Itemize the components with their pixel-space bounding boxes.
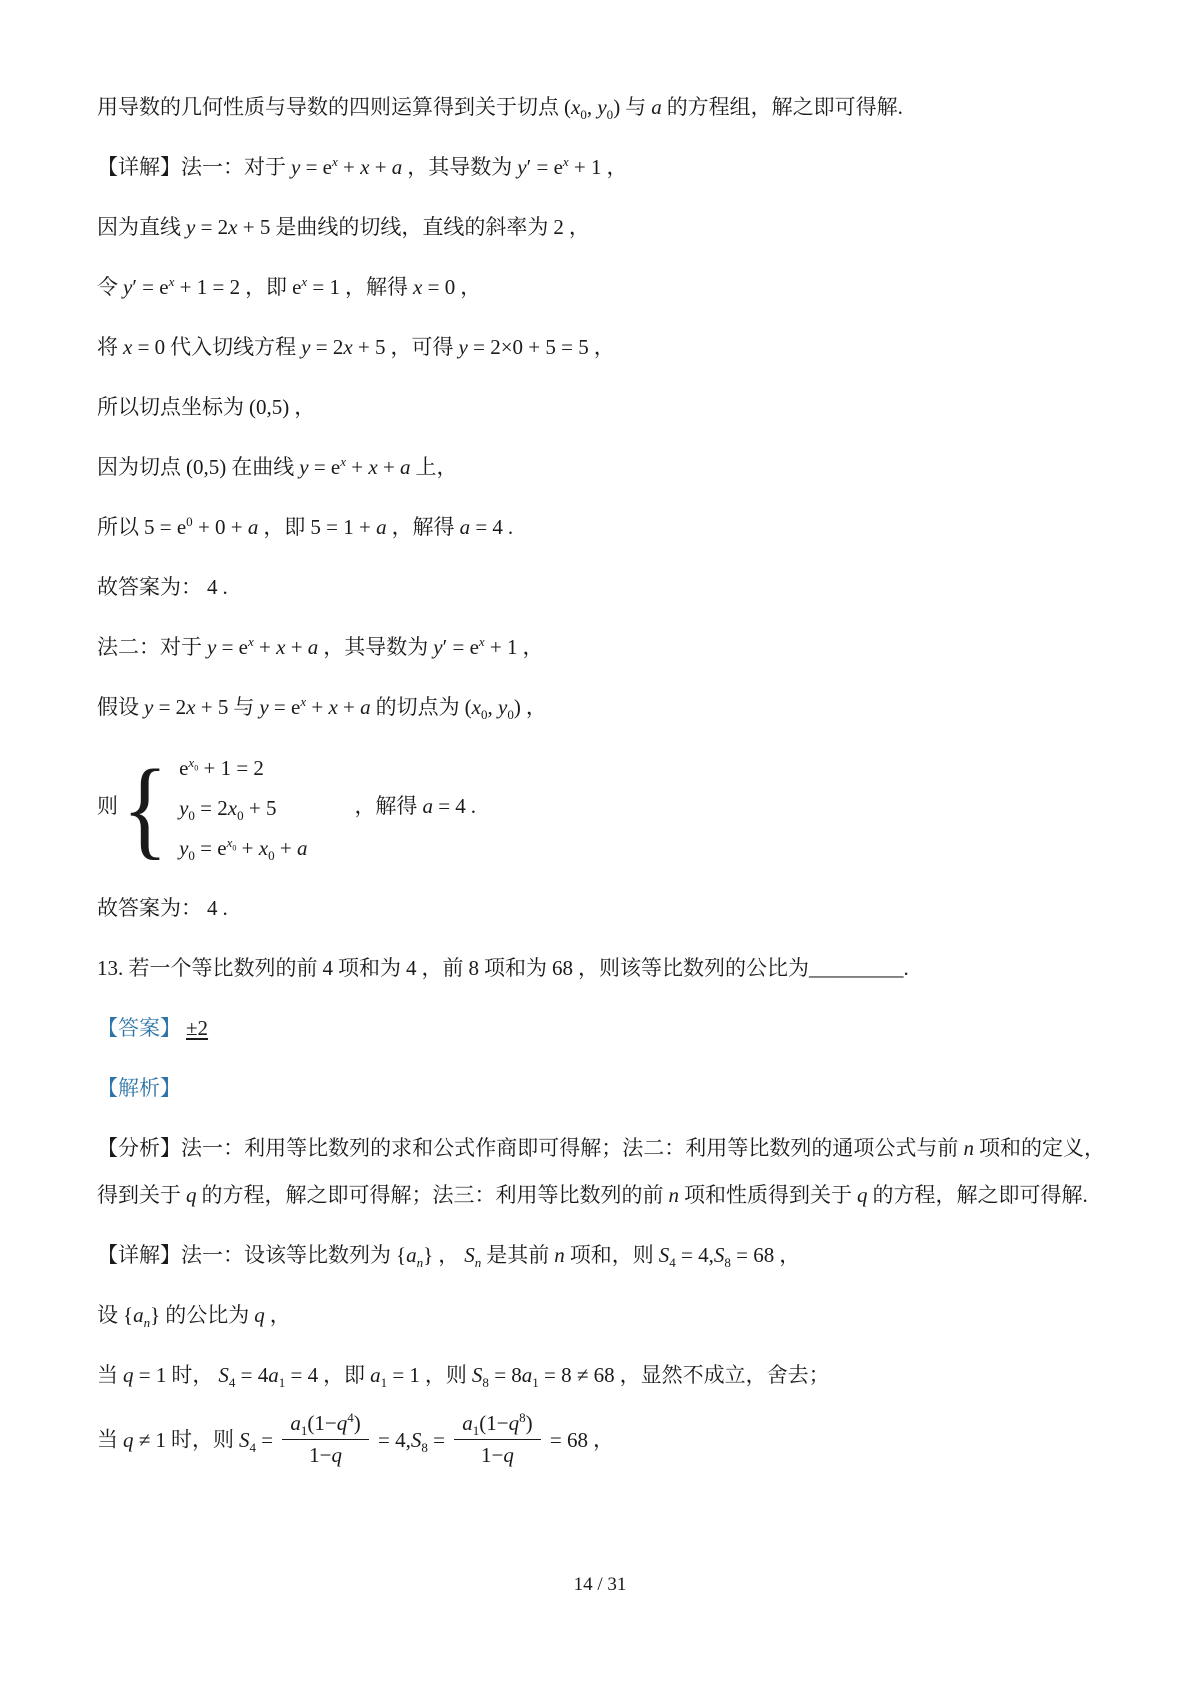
text-run: 所以: [97, 515, 139, 539]
paragraph: [97, 264, 1105, 311]
math-formula: ($x_0$, $y_0$): [464, 695, 521, 723]
fraction: $\frac{a_1(1-q^4)}{1-q}$: [282, 1409, 368, 1469]
math-formula: 8: [468, 956, 479, 980]
math-formula: y = 2×0 + 5 = 5: [458, 335, 589, 359]
math-formula: $y' = e^x + 1$: [517, 154, 602, 179]
text-run: ，: [525, 695, 547, 719]
text-run: ，: [568, 215, 590, 239]
text-run: ，可得: [390, 335, 454, 359]
text-run: ，: [522, 635, 544, 659]
math-formula: $S_8 = 8a_1 = 8 \ne 68$: [471, 1363, 615, 1391]
math-formula: $S_4$ = $\frac{a_1(1-q^4)}{1-q}$ = $4,S_8$ = $\frac{a_1(1-q^8)}{1-q}$ = 68: [239, 1410, 588, 1468]
text-run: 的公比为: [165, 1303, 250, 1327]
paragraph: [97, 384, 1105, 431]
text-run: 因为直线: [97, 215, 181, 239]
math-formula: $y' = e^x + 1 = 2$: [123, 274, 241, 299]
text-run: 当: [97, 1363, 118, 1387]
text-run: ，则该等比数列的公比为: [578, 956, 809, 980]
text-run: .: [903, 956, 909, 980]
math-formula: a = 4: [459, 515, 503, 539]
paragraph: [97, 144, 1105, 191]
math-formula: q ≠ 1: [123, 1427, 167, 1452]
paragraph: [97, 1065, 1105, 1112]
equation-row: $y_0 = 2x_0 + 5$: [179, 796, 277, 824]
text-run: .: [470, 793, 477, 818]
text-run: 故答案为：: [97, 896, 202, 920]
text-run: 用导数的几何性质与导数的四则运算得到关于切点: [97, 95, 559, 119]
fraction: $\frac{a_1(1-q^8)}{1-q}$: [454, 1409, 540, 1469]
math-formula: (0,5): [186, 455, 227, 479]
text-run: ，: [269, 1303, 291, 1327]
math-formula: (0,5): [249, 395, 290, 419]
math-formula: n: [554, 1243, 565, 1267]
paragraph: [97, 84, 1105, 131]
text-run: ，其导数为: [407, 155, 513, 179]
text-run: 时，: [171, 1363, 214, 1387]
math-formula: $y = e^x + x + a$: [291, 154, 403, 179]
math-formula: q = 1: [123, 1363, 167, 1387]
text-run: 的方程，解之即可得解.: [872, 1183, 1088, 1207]
page-number: 14 / 31: [573, 1574, 627, 1595]
text-run: 项和性质得到关于: [684, 1183, 852, 1207]
text-run: 【分析】法一：利用等比数列的求和公式作商即可得解；法二：利用等比数列的通项公式与前: [97, 1136, 959, 1160]
text-run: 设: [97, 1303, 118, 1327]
math-formula: a: [651, 95, 662, 119]
math-formula: $\{a_n\}$: [396, 1243, 434, 1271]
text-run: 上，: [415, 455, 458, 479]
text-run: ，其导数为: [323, 635, 429, 659]
text-run: ，: [294, 395, 316, 419]
text-run: 项和，则: [569, 1243, 654, 1267]
text-run: 因为切点: [97, 455, 181, 479]
text-run: .: [222, 575, 228, 599]
text-run: ，解得: [354, 793, 418, 818]
text-run: 是其前: [486, 1243, 550, 1267]
paragraph: [97, 204, 1105, 251]
text-run: ，显然不成立，舍去；: [619, 1363, 830, 1387]
text-run: 当: [97, 1427, 118, 1452]
text-run: 法二：对于: [97, 635, 202, 659]
math-formula: n: [668, 1183, 679, 1207]
math-formula: 4: [406, 956, 417, 980]
text-run: 的方程组，解之即可得解.: [666, 95, 903, 119]
equation-row: $e^{x_0} + 1 = 2$: [179, 755, 264, 780]
fill-in-blank: _________: [809, 956, 904, 980]
text-run: .: [507, 515, 514, 539]
text-run: ，: [592, 1427, 614, 1452]
math-formula: 2: [553, 215, 564, 239]
math-formula: $S_4 = 4,S_8 = 68$: [658, 1243, 775, 1271]
paragraph: [97, 744, 1105, 872]
math-formula: $\{a_n\}$: [123, 1303, 161, 1331]
math-formula: y = 2x + 5: [301, 335, 386, 359]
paragraph: [97, 1292, 1105, 1339]
text-run: ，: [460, 275, 482, 299]
paragraph: [97, 1412, 1105, 1472]
text-run: 13. 若一个等比数列的前: [97, 956, 318, 980]
text-run: ，前: [421, 956, 464, 980]
text-run: ，: [438, 1243, 460, 1267]
math-formula: a = 4: [422, 793, 466, 818]
math-formula: 4: [207, 575, 218, 599]
text-run: ，即: [245, 275, 288, 299]
text-run: 的切点为: [375, 695, 460, 719]
paragraph: [97, 684, 1105, 731]
text-run: 项和的定义，得到关于: [97, 1136, 1106, 1207]
text-run: 在曲线: [231, 455, 295, 479]
equation-system: [122, 745, 312, 869]
math-formula: $S_4 = 4a_1 = 4$: [218, 1363, 319, 1391]
answer-label: 【解析】: [97, 1076, 181, 1100]
math-formula: 4: [207, 896, 218, 920]
math-formula: x = 0: [413, 275, 456, 299]
text-run: ，解得: [345, 275, 409, 299]
math-formula: $S_n$: [464, 1243, 482, 1271]
left-brace-glyph: {: [122, 745, 169, 869]
math-formula: y = 2x + 5: [144, 695, 229, 719]
text-run: 与: [625, 95, 647, 119]
paragraph: [97, 504, 1105, 551]
text-run: 【详解】法一：设该等比数列为: [97, 1243, 391, 1267]
text-run: 令: [97, 275, 118, 299]
text-run: ，解得: [391, 515, 455, 539]
paragraph: [97, 1352, 1105, 1399]
text-run: ，即: [323, 1363, 366, 1387]
paragraph: [97, 945, 1105, 992]
paragraph: [97, 444, 1105, 491]
text-run: 是曲线的切线，直线的斜率为: [275, 215, 549, 239]
text-run: 的方程，解之即可得解；法三：利用等比数列的前: [201, 1183, 664, 1207]
text-run: 将: [97, 335, 118, 359]
paragraph: [97, 885, 1105, 932]
math-formula: q: [857, 1183, 868, 1207]
math-formula: n: [963, 1136, 974, 1160]
math-formula: $e^x = 1$: [292, 274, 341, 299]
text-run: ，: [593, 335, 615, 359]
math-formula: ±2: [186, 1016, 209, 1040]
math-formula: y = 2x + 5: [186, 215, 271, 239]
paragraph: [97, 624, 1105, 671]
math-formula: 5 = 1 + a: [310, 515, 387, 539]
text-run: 代入切线方程: [170, 335, 297, 359]
math-formula: q: [186, 1183, 197, 1207]
math-formula: $a_1 = 1$: [370, 1363, 420, 1391]
math-formula: $y = e^x + x + a$: [299, 454, 411, 479]
paragraph: [97, 1005, 1105, 1052]
math-formula: q: [254, 1303, 265, 1327]
text-run: ，: [779, 1243, 801, 1267]
text-run: ，即: [263, 515, 306, 539]
math-formula: $y' = e^x + 1$: [433, 634, 518, 659]
paragraph: [97, 1125, 1105, 1219]
math-formula: x = 0: [123, 335, 166, 359]
paragraph: [97, 1232, 1105, 1279]
text-run: 则: [97, 793, 118, 818]
text-run: 项和为: [338, 956, 401, 980]
answer-label: 【答案】: [97, 1016, 181, 1040]
text-run: 【详解】法一：对于: [97, 155, 286, 179]
text-run: ，: [606, 155, 628, 179]
document-content: [97, 84, 1105, 1485]
text-run: 与: [233, 695, 255, 719]
text-run: 假设: [97, 695, 139, 719]
math-formula: ($x_0$, $y_0$): [564, 95, 621, 123]
equation-row: $y_0 = e^{x_0} + x_0 + a$: [179, 835, 308, 864]
paragraph: [97, 324, 1105, 371]
text-run: 时，则: [171, 1427, 235, 1452]
math-formula: 68: [552, 956, 573, 980]
math-formula: $y = e^x + x + a$: [259, 694, 371, 719]
math-formula: 4: [322, 956, 333, 980]
text-run: 所以切点坐标为: [97, 395, 244, 419]
math-formula: $y = e^x + x + a$: [207, 634, 319, 659]
paragraph: [97, 564, 1105, 611]
text-run: 项和为: [484, 956, 547, 980]
math-formula: $5 = e^0 + 0 + a$: [144, 514, 259, 539]
text-run: 故答案为：: [97, 575, 202, 599]
text-run: ，则: [424, 1363, 467, 1387]
text-run: .: [222, 896, 228, 920]
